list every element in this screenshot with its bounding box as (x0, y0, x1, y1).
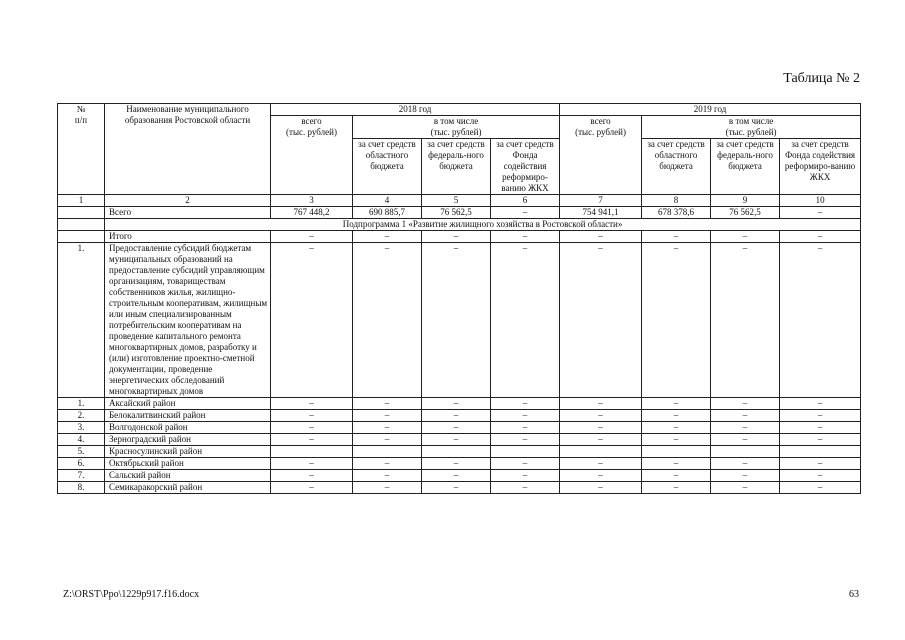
table-row (58, 458, 861, 470)
data-table-wrapper (57, 103, 860, 494)
table-row (58, 410, 861, 422)
row-name: Сальский район (105, 470, 271, 482)
row-value: – (711, 422, 780, 434)
row-value: – (711, 458, 780, 470)
row-value (642, 446, 711, 458)
row-value: – (711, 410, 780, 422)
row-number: 8. (58, 482, 105, 494)
row-name: Волгодонской район (105, 422, 271, 434)
itogo-row (58, 231, 861, 243)
row-value (780, 446, 861, 458)
row-value: – (780, 422, 861, 434)
row-value: – (642, 410, 711, 422)
row-value: – (271, 482, 353, 494)
row-value: – (422, 398, 491, 410)
row-value: – (491, 434, 560, 446)
total-value: 678 378,6 (642, 207, 711, 219)
header-year-2018: 2018 год (271, 104, 560, 116)
row-value: – (642, 243, 711, 398)
footer-file-path: Z:\ORST\Ppo\1229p917.f16.docx (63, 589, 200, 600)
column-number-row (58, 195, 861, 207)
header-fund-2019: за счет средств Фонда содействия реформиро-ванию ЖКХ (780, 139, 861, 195)
row-value: – (642, 422, 711, 434)
total-value: 76 562,5 (422, 207, 491, 219)
row-value: – (491, 243, 560, 398)
total-value: 767 448,2 (271, 207, 353, 219)
row-value: – (711, 482, 780, 494)
row-name: Предоставление субсидий бюджетам муниципальных образований на предоставление субсидий управляющим организациям, товариществам собственников жилья, жилищно-строительным кооперативам, жилищным или иным специализированным потребительским кооперативам на проведение капитального ремонта многоквартирных домов, разработку и (или) изготовление проектно-сметной документации, проведение энергетических обследований многоквартирных домов (105, 243, 271, 398)
row-value: – (642, 398, 711, 410)
row-value: – (353, 482, 422, 494)
row-number: 3. (58, 422, 105, 434)
row-value: – (560, 422, 642, 434)
row-value: – (560, 243, 642, 398)
itogo-value: – (422, 231, 491, 243)
table-row (58, 470, 861, 482)
row-number: 1. (58, 398, 105, 410)
row-value: – (422, 470, 491, 482)
itogo-value: – (491, 231, 560, 243)
col-number: 3 (271, 195, 353, 207)
col-number: 4 (353, 195, 422, 207)
row-value: – (560, 398, 642, 410)
row-value: – (491, 422, 560, 434)
row-value: – (560, 458, 642, 470)
row-value: – (560, 434, 642, 446)
row-value: – (353, 470, 422, 482)
row-value: – (271, 458, 353, 470)
row-name: Семикаракорский район (105, 482, 271, 494)
row-value: – (780, 243, 861, 398)
col-number: 1 (58, 195, 105, 207)
header-num: № п/п (58, 104, 105, 195)
header-including-2018: в том числе (тыс. рублей) (353, 116, 560, 139)
total-value: – (491, 207, 560, 219)
header-total-2018: всего (тыс. рублей) (271, 116, 353, 195)
row-name: Красносулинский район (105, 446, 271, 458)
row-value: – (711, 398, 780, 410)
row-value: – (271, 410, 353, 422)
row-value: – (642, 470, 711, 482)
header-regional-2019: за счет средств областного бюджета (642, 139, 711, 195)
row-number: 1. (58, 243, 105, 398)
row-value: – (711, 470, 780, 482)
total-label: Всего (105, 207, 271, 219)
row-value: – (353, 243, 422, 398)
row-value: – (422, 243, 491, 398)
row-value: – (422, 422, 491, 434)
itogo-value: – (271, 231, 353, 243)
row-value: – (560, 470, 642, 482)
row-value: – (422, 410, 491, 422)
table-row (58, 422, 861, 434)
row-value: – (353, 422, 422, 434)
row-value: – (422, 458, 491, 470)
row-value: – (560, 482, 642, 494)
row-number: 5. (58, 446, 105, 458)
row-value: – (491, 398, 560, 410)
subprogram-title: Подпрограмма 1 «Развитие жилищного хозяйства в Ростовской области» (105, 219, 861, 231)
row-value: – (271, 398, 353, 410)
total-value: 76 562,5 (711, 207, 780, 219)
budget-table (57, 103, 861, 494)
row-value: – (780, 482, 861, 494)
row-value: – (353, 398, 422, 410)
table-title: Таблица № 2 (783, 71, 860, 86)
total-value: – (780, 207, 861, 219)
row-value: – (271, 422, 353, 434)
row-value: – (422, 482, 491, 494)
row-name: Белокалитвинский район (105, 410, 271, 422)
row-number: 2. (58, 410, 105, 422)
col-number: 2 (105, 195, 271, 207)
table-row (58, 482, 861, 494)
total-row (58, 207, 861, 219)
row-value: – (642, 458, 711, 470)
header-fund-2018: за счет средств Фонда содействия реформиро-ванию ЖКХ (491, 139, 560, 195)
row-number: 6. (58, 458, 105, 470)
table-row (58, 398, 861, 410)
row-number: 4. (58, 434, 105, 446)
row-value: – (780, 410, 861, 422)
row-value: – (642, 482, 711, 494)
col-number: 7 (560, 195, 642, 207)
header-including-2019: в том числе (тыс. рублей) (642, 116, 861, 139)
row-value (560, 446, 642, 458)
subprogram-row (58, 219, 861, 231)
footer-page-number: 63 (849, 589, 859, 600)
row-value: – (642, 434, 711, 446)
total-value: 690 885,7 (353, 207, 422, 219)
itogo-value: – (642, 231, 711, 243)
row-value: – (780, 398, 861, 410)
row-name: Аксайский район (105, 398, 271, 410)
row-value: – (560, 410, 642, 422)
col-number: 10 (780, 195, 861, 207)
row-value: – (780, 470, 861, 482)
header-federal-2018: за счет средств федераль-ного бюджета (422, 139, 491, 195)
itogo-label: Итого (105, 231, 271, 243)
row-value: – (780, 434, 861, 446)
row-value: – (711, 434, 780, 446)
row-number: 7. (58, 470, 105, 482)
row-value: – (271, 434, 353, 446)
row-value: – (711, 243, 780, 398)
row-value: – (271, 470, 353, 482)
header-federal-2019: за счет средств федераль-ного бюджета (711, 139, 780, 195)
itogo-value: – (711, 231, 780, 243)
row-value: – (780, 458, 861, 470)
col-number: 9 (711, 195, 780, 207)
itogo-value: – (780, 231, 861, 243)
header-regional-2018: за счет средств областного бюджета (353, 139, 422, 195)
row-value (353, 446, 422, 458)
header-year-2019: 2019 год (560, 104, 861, 116)
row-value: – (491, 470, 560, 482)
col-number: 5 (422, 195, 491, 207)
row-value: – (353, 434, 422, 446)
row-value (271, 446, 353, 458)
col-number: 8 (642, 195, 711, 207)
row-value (422, 446, 491, 458)
row-value: – (353, 410, 422, 422)
header-total-2019: всего (тыс. рублей) (560, 116, 642, 195)
row-value (711, 446, 780, 458)
row-value (491, 446, 560, 458)
total-value: 754 941,1 (560, 207, 642, 219)
row-name: Зерноградский район (105, 434, 271, 446)
row-value: – (422, 434, 491, 446)
row-name: Октябрьский район (105, 458, 271, 470)
row-value: – (491, 410, 560, 422)
table-row (58, 243, 861, 398)
row-value: – (491, 458, 560, 470)
col-number: 6 (491, 195, 560, 207)
itogo-value: – (353, 231, 422, 243)
row-value: – (271, 243, 353, 398)
header-name: Наименование муниципального образования Ростовской области (105, 104, 271, 195)
table-row (58, 434, 861, 446)
row-value: – (353, 458, 422, 470)
row-value: – (491, 482, 560, 494)
table-row (58, 446, 861, 458)
itogo-value: – (560, 231, 642, 243)
